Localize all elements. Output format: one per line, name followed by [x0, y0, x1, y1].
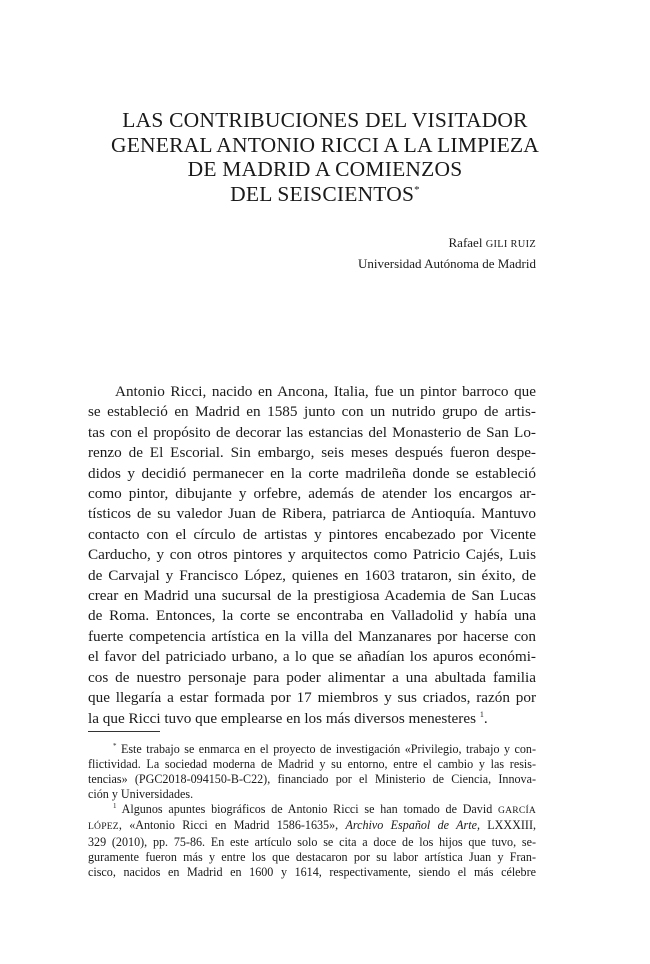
- title-line: LAS CONTRIBUCIONES DEL VISITADOR: [122, 108, 528, 132]
- footnote-line: [88, 818, 536, 834]
- article-title: [60, 108, 590, 206]
- footnote-mark: *: [113, 741, 117, 750]
- footnote-smallcaps: LÓPEZ: [88, 821, 119, 833]
- footnote-line: [88, 802, 536, 818]
- body-line: didos y decidió permanecer en la corte madrileña donde se estableció: [88, 464, 536, 482]
- footnote-smallcaps: GARCÍA: [498, 805, 537, 817]
- body-line: de Carvajal y Francisco López, quienes en 1603 trataron, sin éxito, de: [88, 566, 536, 584]
- body-line: crear en Madrid una sucursal de la prestigiosa Academia de San Lucas: [88, 587, 536, 605]
- footnote-mark: 1: [113, 802, 117, 811]
- footnote-text: LXXXIII,: [487, 818, 536, 833]
- footnote-ref: 1: [479, 709, 484, 719]
- body-line: que llegaría a estar formada por 17 miembros y sus criados, razón por: [88, 689, 536, 707]
- title-footnote-mark: *: [414, 183, 420, 196]
- body-line: tísticos de su valedor Juan de Ribera, patriarca de Antioquía. Mantuvo: [88, 505, 536, 523]
- body-line: Carducho, y con otros pintores y arquitectos como Patricio Cajés, Luis: [88, 546, 536, 564]
- title-line: GENERAL ANTONIO RICCI A LA LIMPIEZA: [110, 132, 540, 157]
- author-affiliation: Universidad Autónoma de Madrid: [358, 256, 536, 271]
- footnote-line: guramente fueron más y entre los que destacaron por su labor artística Juan y Fran-: [88, 849, 536, 864]
- body-line: fuerte competencia artística en la villa del Manzanares por hacerse con: [88, 627, 536, 645]
- body-line: como pintor, dibujante y orfebre, además de atender los encargos ar-: [88, 485, 536, 503]
- body-line: [88, 709, 536, 729]
- title-line: [60, 182, 590, 207]
- author-name: [358, 233, 536, 254]
- author-surname: GILI RUIZ: [485, 239, 536, 250]
- footnote-line: flictividad. La sociedad moderna de Madrid y su entorno, entre el cambio y las resis-: [88, 757, 536, 772]
- footnote-separator: [88, 731, 160, 732]
- footnote-line: cisco, nacidos en Madrid en 1600 y 1614, respectivamente, siendo el más célebre: [88, 864, 536, 879]
- footnote-line: ción y Universidades.: [88, 787, 194, 802]
- body-line: contacto con el círculo de artistas y pintores encabezado por Vicente: [88, 525, 536, 543]
- footnote-line: tencias» (PGC2018-094150-B-C22), financiado por el Ministerio de Ciencia, Innova-: [88, 772, 536, 787]
- title-line-text: DEL SEISCIENTOS: [230, 181, 415, 206]
- body-line: Antonio Ricci, nacido en Ancona, Italia, fue un pintor barroco que: [115, 383, 536, 400]
- body-paragraph: [88, 382, 536, 729]
- footnote-text: Este trabajo se enmarca en el proyecto de investigación «Privilegio, trabajo y con-: [120, 742, 536, 756]
- author-first-name: Rafael: [448, 235, 483, 250]
- body-line: cos de nuestro personaje para poder alimentar a una abultada familia: [88, 668, 536, 686]
- body-line: tas con el propósito de decorar las estancias del Monasterio de San Lo-: [88, 423, 536, 441]
- footnote-line: 329 (2010), pp. 75-86. En este artículo solo se cita a doce de los hijos que tuvo, se-: [88, 834, 536, 849]
- body-line: renzo de El Escorial. Sin embargo, seis meses después fueron despe-: [88, 444, 536, 462]
- body-line: de Roma. Entonces, la corte se encontraba en Valladolid y había una: [88, 607, 536, 625]
- body-line: se estableció en Madrid en 1585 junto con un nutrido grupo de artis-: [88, 403, 536, 421]
- title-line: DE MADRID A COMIENZOS: [187, 157, 463, 181]
- footnotes: [88, 742, 536, 880]
- footnote-text: , «Antonio Ricci en Madrid 1586-1635»,: [118, 818, 339, 833]
- body-line: el favor del patriciado urbano, a lo que se añadían los apuros económi-: [88, 648, 536, 666]
- footnote-line: [88, 742, 536, 757]
- journal-title: Archivo Español de Arte,: [345, 818, 480, 833]
- author-block: [358, 233, 536, 273]
- footnote-text: Algunos apuntes biográficos de Antonio Ricci se han tomado de David: [121, 802, 493, 817]
- body-final-punct: .: [483, 709, 488, 727]
- body-line-text: la que Ricci tuvo que emplearse en los más diversos menesteres: [88, 709, 477, 727]
